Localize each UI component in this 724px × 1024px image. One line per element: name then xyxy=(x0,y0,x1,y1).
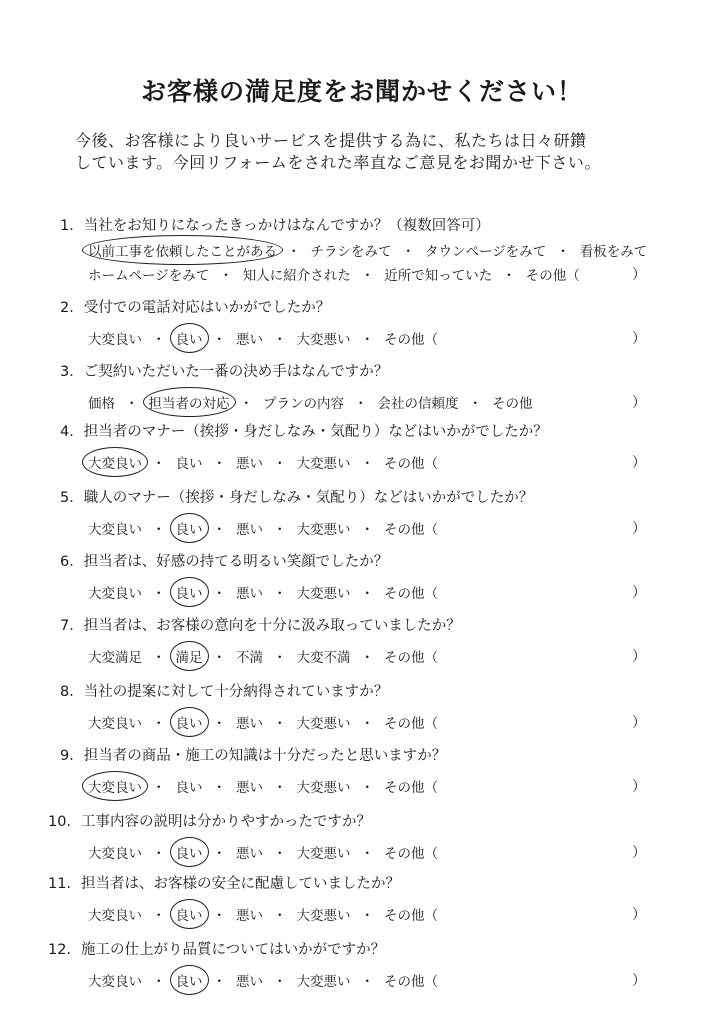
answer-option[interactable]: その他（ xyxy=(384,846,438,862)
closing-paren: ） xyxy=(632,455,646,471)
answer-option[interactable]: その他（ xyxy=(384,780,438,796)
separator: ・ xyxy=(273,846,287,862)
answer-option[interactable]: 会社の信頼度 xyxy=(377,396,459,412)
answer-option[interactable]: 大変良い xyxy=(88,716,142,732)
closing-paren: ） xyxy=(632,973,646,989)
answer-option[interactable]: 大変悪い xyxy=(296,456,351,472)
answer-option[interactable]: 大変良い xyxy=(88,908,142,924)
separator: ・ xyxy=(212,332,226,348)
question-number: 3． xyxy=(60,364,84,380)
answer-option-selected[interactable]: 以前工事を依頼したことがある xyxy=(88,240,277,260)
question-text xyxy=(60,486,533,507)
answer-option[interactable]: 悪い xyxy=(236,780,263,796)
answer-option-selected[interactable]: 良い xyxy=(176,582,203,602)
answer-option[interactable]: その他（ xyxy=(384,586,438,602)
separator: ・ xyxy=(502,268,516,284)
answer-option-selected[interactable]: 良い xyxy=(176,328,203,348)
separator: ・ xyxy=(273,332,287,348)
separator: ・ xyxy=(212,522,226,538)
question-label: 受付での電話対応はいかがでしたか？ xyxy=(83,300,331,316)
answer-option[interactable]: 悪い xyxy=(236,908,263,924)
intro-line-2: しています。今回リフォームをされた率直なご意見をお聞かせ下さい。 xyxy=(75,153,601,172)
answer-options xyxy=(88,712,438,732)
question-text xyxy=(60,614,461,635)
separator: ・ xyxy=(212,780,226,796)
separator: ・ xyxy=(152,332,166,348)
separator: ・ xyxy=(273,908,287,924)
separator: ・ xyxy=(125,396,139,412)
separator: ・ xyxy=(360,908,374,924)
answer-option[interactable]: 大変悪い xyxy=(296,716,351,732)
question-label: 当社をお知りになったきっかけはなんですか？（複数回答可） xyxy=(83,218,490,234)
question-text xyxy=(60,680,388,701)
answer-option[interactable]: 大変良い xyxy=(88,846,142,862)
question-number: 8． xyxy=(60,684,84,700)
separator: ・ xyxy=(360,974,374,990)
separator: ・ xyxy=(360,456,374,472)
separator: ・ xyxy=(152,908,166,924)
question-label: 担当者のマナー（挨拶・身だしなみ・気配り）などはいかがでしたか？ xyxy=(83,424,548,440)
answer-options xyxy=(88,518,438,538)
question-number: 4． xyxy=(60,424,84,440)
separator: ・ xyxy=(401,244,415,260)
answer-option[interactable]: 大変良い xyxy=(88,586,142,602)
answer-option[interactable]: その他（ xyxy=(384,974,438,990)
question-text xyxy=(48,872,400,893)
answer-option[interactable]: 悪い xyxy=(236,456,263,472)
answer-options xyxy=(88,264,580,284)
separator: ・ xyxy=(152,974,166,990)
question-label: 当社の提案に対して十分納得されていますか？ xyxy=(83,684,389,700)
answer-option[interactable]: 不満 xyxy=(236,650,263,666)
separator: ・ xyxy=(360,586,374,602)
answer-option[interactable]: 大変良い xyxy=(88,522,142,538)
closing-paren: ） xyxy=(632,907,646,923)
answer-option-selected[interactable]: 担当者の対応 xyxy=(149,392,230,412)
separator: ・ xyxy=(556,244,570,260)
answer-option[interactable]: 大変良い xyxy=(88,332,142,348)
answer-option[interactable]: 大変悪い xyxy=(296,332,351,348)
answer-options xyxy=(88,970,438,990)
closing-paren: ） xyxy=(632,585,646,601)
answer-option[interactable]: 悪い xyxy=(236,846,263,862)
answer-option[interactable]: 大変満足 xyxy=(88,650,142,666)
answer-option-selected[interactable]: 良い xyxy=(176,842,203,862)
answer-option-selected[interactable]: 満足 xyxy=(176,646,203,666)
separator: ・ xyxy=(152,780,166,796)
answer-option[interactable]: 大変悪い xyxy=(296,586,351,602)
answer-option[interactable]: その他（ xyxy=(384,332,438,348)
separator: ・ xyxy=(468,396,482,412)
question-number: 6． xyxy=(60,554,84,570)
separator: ・ xyxy=(152,650,166,666)
closing-paren: ） xyxy=(632,649,646,665)
question-label: 工事内容の説明は分かりやすかったですか？ xyxy=(80,814,371,830)
separator: ・ xyxy=(152,846,166,862)
answer-option[interactable]: チラシをみて xyxy=(310,244,392,260)
separator: ・ xyxy=(212,846,226,862)
question-label: ご契約いただいた一番の決め手はなんですか？ xyxy=(83,364,389,380)
question-label: 担当者は、好感の持てる明るい笑顔でしたか？ xyxy=(83,554,389,570)
question-text xyxy=(60,360,388,381)
separator: ・ xyxy=(212,716,226,732)
question-text xyxy=(48,938,385,959)
answer-option[interactable]: ホームページをみて xyxy=(88,268,210,284)
answer-option[interactable]: 大変不満 xyxy=(296,650,351,666)
answer-options xyxy=(88,646,438,666)
separator: ・ xyxy=(360,716,374,732)
answer-option[interactable]: その他（ xyxy=(384,908,438,924)
answer-option[interactable]: その他（ xyxy=(384,456,438,472)
separator: ・ xyxy=(360,522,374,538)
separator: ・ xyxy=(152,586,166,602)
separator: ・ xyxy=(360,332,374,348)
question-number: 1． xyxy=(60,218,84,234)
question-text xyxy=(60,744,446,765)
separator: ・ xyxy=(273,650,287,666)
separator: ・ xyxy=(152,522,166,538)
closing-paren: ） xyxy=(632,521,646,537)
answer-option[interactable]: その他 xyxy=(492,396,533,412)
answer-option[interactable]: 看板をみて xyxy=(579,244,648,260)
closing-paren: ） xyxy=(632,845,646,861)
answer-option[interactable]: タウンページをみて xyxy=(425,244,547,260)
answer-option[interactable]: 大変悪い xyxy=(296,846,351,862)
answer-options xyxy=(88,776,438,796)
answer-option[interactable]: 大変良い xyxy=(88,974,142,990)
answer-options xyxy=(88,452,438,472)
answer-option-selected[interactable]: 良い xyxy=(176,970,203,990)
answer-option[interactable]: 大変悪い xyxy=(296,780,351,796)
question-number: 10． xyxy=(48,814,81,830)
answer-option[interactable]: その他（ xyxy=(384,716,438,732)
separator: ・ xyxy=(354,396,368,412)
separator: ・ xyxy=(152,716,166,732)
separator: ・ xyxy=(212,456,226,472)
separator: ・ xyxy=(360,268,375,284)
answer-option[interactable]: その他（ xyxy=(384,650,438,666)
answer-option-selected[interactable]: 良い xyxy=(176,904,203,924)
separator: ・ xyxy=(360,846,374,862)
answer-options xyxy=(88,328,438,348)
question-text xyxy=(60,214,490,235)
separator: ・ xyxy=(219,268,233,284)
separator: ・ xyxy=(212,974,226,990)
separator: ・ xyxy=(273,456,287,472)
answer-options xyxy=(88,904,438,924)
question-label: 担当者の商品・施工の知識は十分だったと思いますか？ xyxy=(83,748,447,764)
question-number: 5． xyxy=(60,490,84,506)
answer-options xyxy=(88,582,438,602)
closing-paren: ） xyxy=(632,395,646,411)
answer-options xyxy=(88,842,438,862)
question-text xyxy=(60,550,388,571)
question-number: 2． xyxy=(60,300,84,316)
answer-option[interactable]: プランの内容 xyxy=(263,396,344,412)
answer-option-selected[interactable]: 大変良い xyxy=(88,452,142,472)
intro-line-1: 今後、お客様により良いサービスを提供する為に、私たちは日々研鑽 xyxy=(75,131,587,150)
answer-options xyxy=(88,240,647,260)
closing-paren: ） xyxy=(632,331,646,347)
answer-option[interactable]: 大変悪い xyxy=(296,908,351,924)
answer-option[interactable]: 良い xyxy=(175,456,203,472)
separator: ・ xyxy=(273,586,287,602)
answer-option[interactable]: 良い xyxy=(175,780,203,796)
question-number: 7． xyxy=(60,618,84,634)
answer-option[interactable]: その他（ xyxy=(525,268,580,284)
separator: ・ xyxy=(152,456,166,472)
closing-paren: ） xyxy=(632,267,646,283)
answer-option[interactable]: 悪い xyxy=(236,332,263,348)
separator: ・ xyxy=(287,244,301,260)
separator: ・ xyxy=(212,586,226,602)
separator: ・ xyxy=(273,780,287,796)
question-label: 施工の仕上がり品質についてはいかがですか？ xyxy=(80,942,386,958)
answer-option[interactable]: 悪い xyxy=(236,586,263,602)
question-number: 12． xyxy=(48,942,81,958)
separator: ・ xyxy=(239,396,253,412)
separator: ・ xyxy=(360,780,374,796)
answer-option[interactable]: その他（ xyxy=(384,522,438,538)
answer-option[interactable]: 大変悪い xyxy=(296,522,351,538)
closing-paren: ） xyxy=(632,779,646,795)
closing-paren: ） xyxy=(632,715,646,731)
question-number: 9． xyxy=(60,748,84,764)
answer-option[interactable]: 悪い xyxy=(236,716,263,732)
page-title: お客様の満足度をお聞かせください！ xyxy=(140,77,583,106)
answer-option[interactable]: 大変悪い xyxy=(296,974,351,990)
answer-option[interactable]: 悪い xyxy=(236,522,263,538)
question-number: 11． xyxy=(48,876,81,892)
question-text xyxy=(60,420,548,441)
answer-option[interactable]: 価格 xyxy=(88,396,115,412)
question-label: 職人のマナー（挨拶・身だしなみ・気配り）などはいかがでしたか？ xyxy=(83,490,534,506)
answer-option[interactable]: 悪い xyxy=(236,974,263,990)
separator: ・ xyxy=(273,716,287,732)
answer-option-selected[interactable]: 大変良い xyxy=(88,776,142,796)
question-label: 担当者は、お客様の安全に配慮していましたか？ xyxy=(80,876,400,892)
separator: ・ xyxy=(360,650,374,666)
question-text xyxy=(48,810,371,831)
answer-option-selected[interactable]: 良い xyxy=(176,518,203,538)
answer-option-selected[interactable]: 良い xyxy=(176,712,203,732)
separator: ・ xyxy=(273,974,287,990)
answer-option[interactable]: 知人に紹介された xyxy=(242,268,351,284)
answer-option[interactable]: 近所で知っていた xyxy=(384,268,493,284)
separator: ・ xyxy=(273,522,287,538)
separator: ・ xyxy=(212,908,226,924)
separator: ・ xyxy=(212,650,226,666)
question-text xyxy=(60,296,330,317)
question-label: 担当者は、お客様の意向を十分に汲み取っていましたか？ xyxy=(83,618,461,634)
answer-options xyxy=(88,392,533,412)
